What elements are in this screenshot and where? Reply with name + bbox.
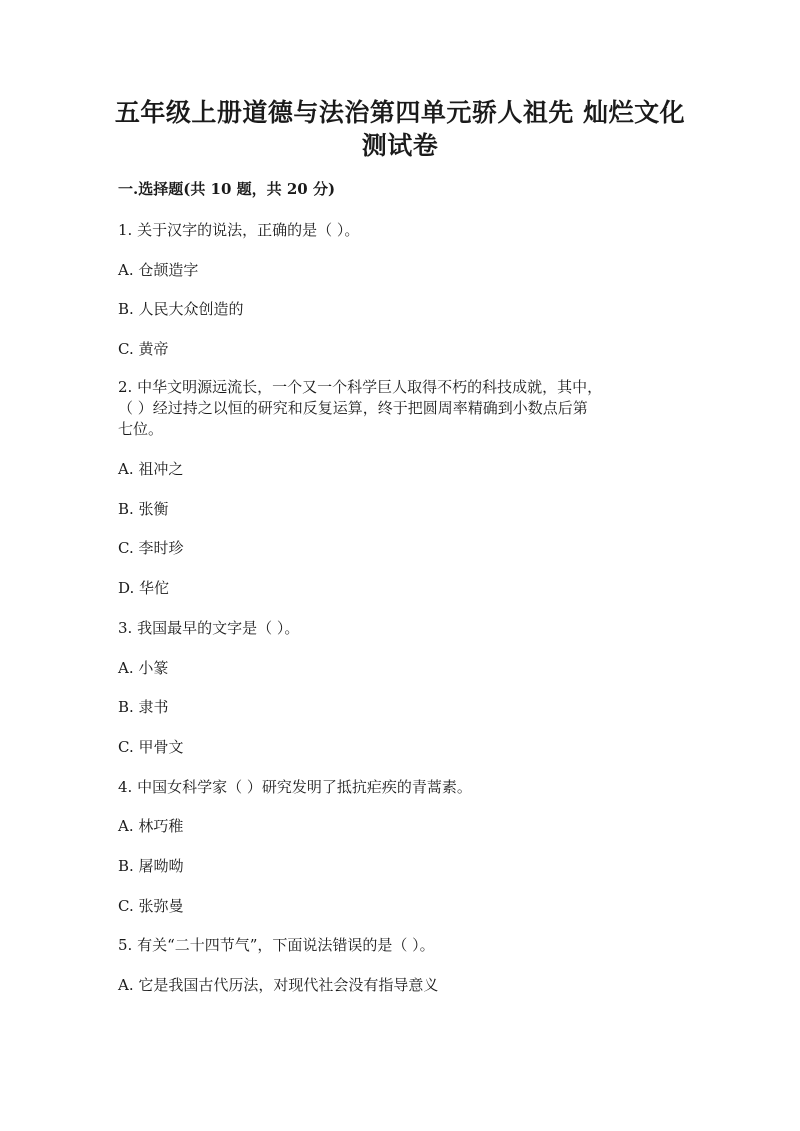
question-2-stem [118,377,678,440]
question-2-stem-line-1: 2. 中华文明源远流长，一个又一个科学巨人取得不朽的科技成就，其中， [118,378,603,396]
question-2-stem-line-3: 七位。 [118,420,164,438]
question-3-option-a: A. 小篆 [118,659,169,677]
question-3-option-c: C. 甲骨文 [118,738,184,756]
question-4-option-b: B. 屠呦呦 [118,857,184,875]
page-title [100,97,700,162]
title-line-2: 测试卷 [361,131,439,160]
question-1-option-a: A. 仓颉造字 [118,261,199,279]
question-4-stem: 4. 中国女科学家（ ）研究发明了抵抗疟疾的青蒿素。 [118,778,472,796]
question-2-option-b: B. 张衡 [118,500,169,518]
question-1-option-c: C. 黄帝 [118,340,169,358]
question-5-option-a: A. 它是我国古代历法，对现代社会没有指导意义 [118,976,439,994]
question-4-option-a: A. 林巧稚 [118,817,184,835]
question-1-option-b: B. 人民大众创造的 [118,300,244,318]
question-4-option-c: C. 张弥曼 [118,897,184,915]
question-2-option-c: C. 李时珍 [118,539,184,557]
question-5-stem: 5. 有关“二十四节气”，下面说法错误的是（ ）。 [118,936,435,954]
question-2-stem-line-2: （ ）经过持之以恒的研究和反复运算，终于把圆周率精确到小数点后第 [118,399,588,417]
question-2-option-d: D. 华佗 [118,579,170,597]
question-1-stem: 1. 关于汉字的说法，正确的是（ ）。 [118,221,360,239]
question-3-stem: 3. 我国最早的文字是（ ）。 [118,619,300,637]
title-line-1: 五年级上册道德与法治第四单元骄人祖先 灿烂文化 [114,98,686,127]
section-heading: 一.选择题(共 10 题，共 20 分) [118,180,336,198]
question-2-option-a: A. 祖冲之 [118,460,184,478]
question-3-option-b: B. 隶书 [118,698,169,716]
